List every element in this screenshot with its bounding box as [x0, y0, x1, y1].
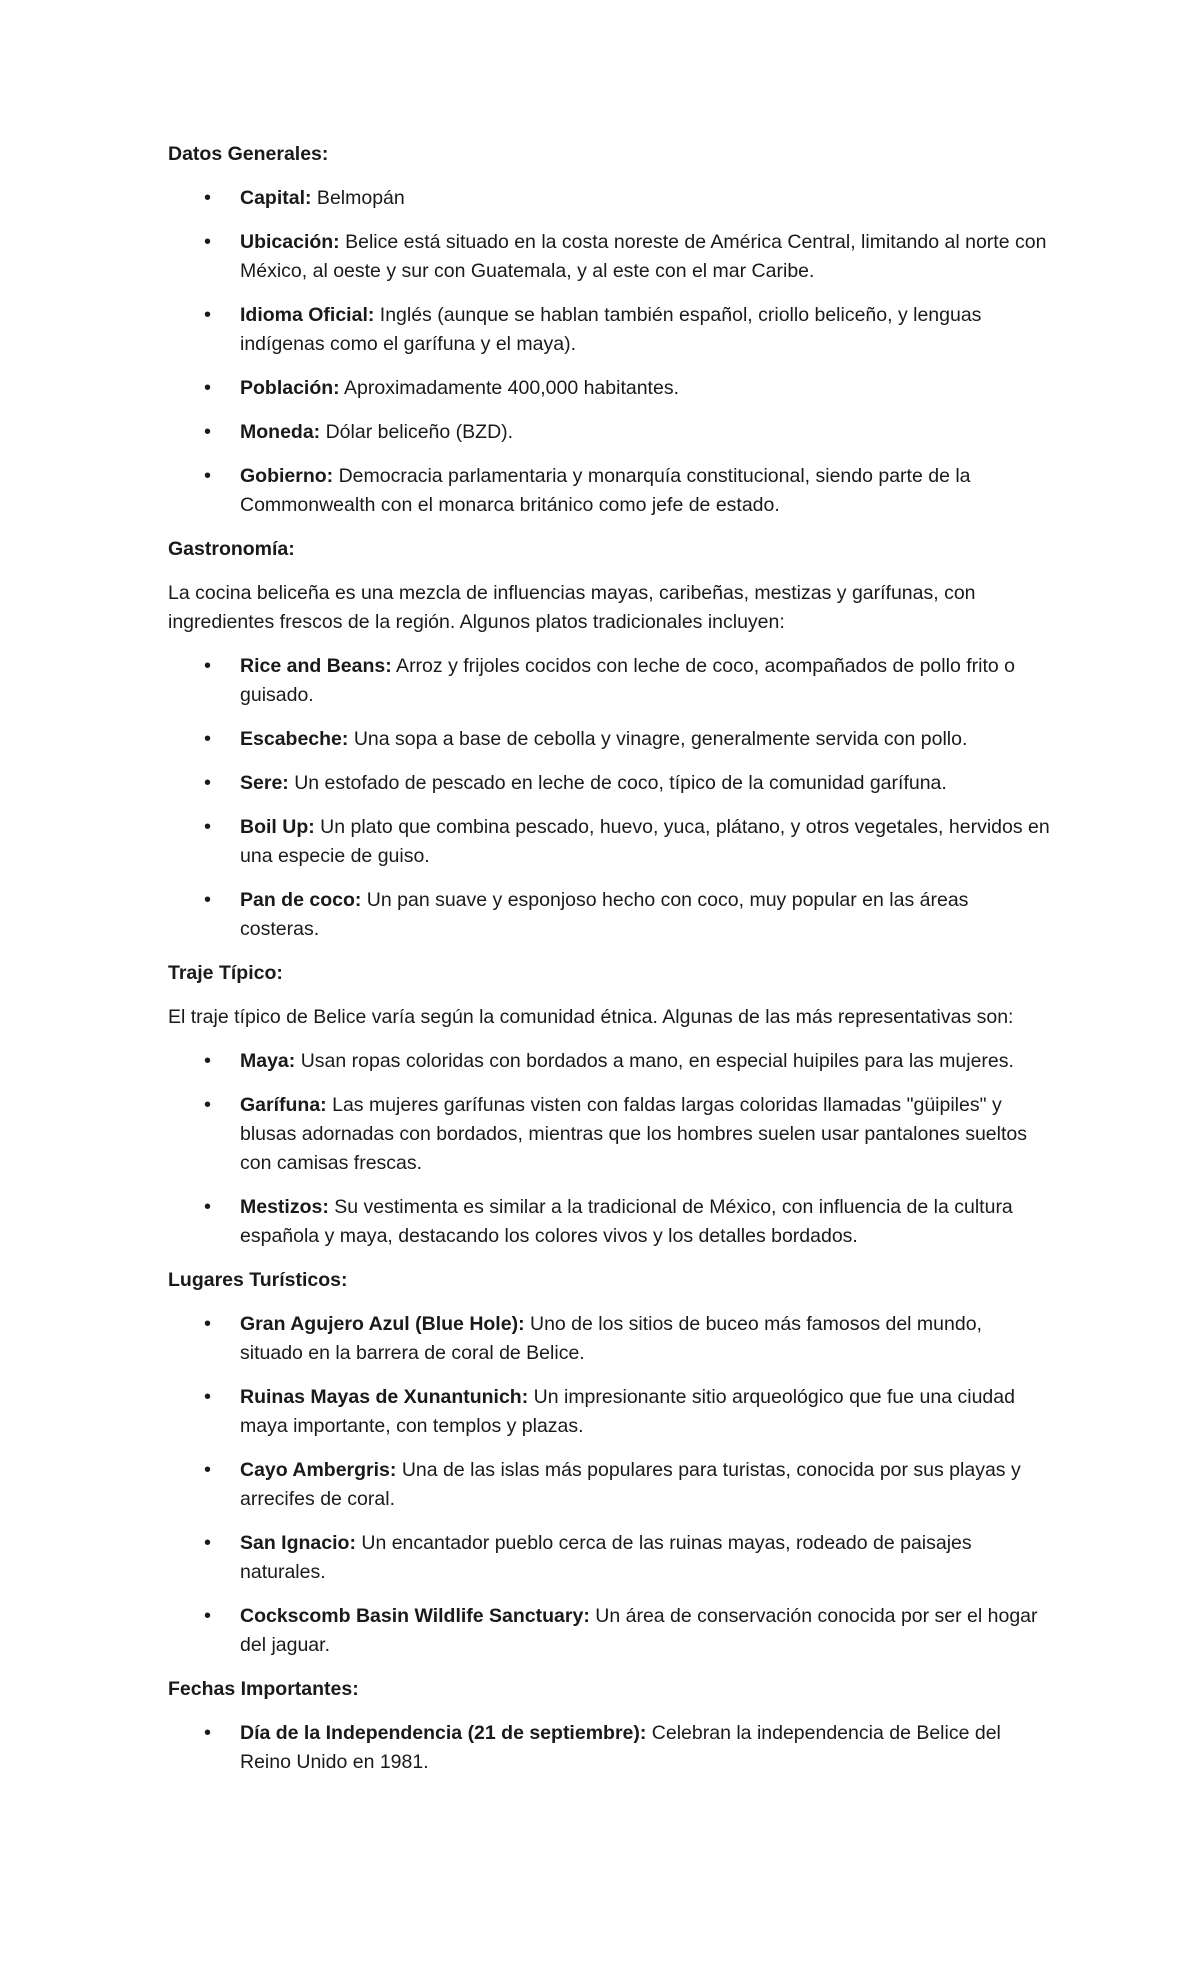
item-text: Un pan suave y esponjoso hecho con coco, muy popular en las áreas costeras. — [240, 889, 969, 940]
section-gastronomia — [168, 535, 1050, 944]
item-text: Su vestimenta es similar a la tradicional de México, con influencia de la cultura española y maya, destacando los colores vivos y los detalles bordados. — [240, 1196, 1013, 1247]
item-text: Inglés (aunque se hablan también español, criollo beliceño, y lenguas indígenas como el garífuna y el maya). — [240, 304, 982, 355]
list-item — [168, 652, 1050, 710]
item-term: Mestizos: — [240, 1196, 329, 1218]
bullet-icon: • — [204, 377, 212, 399]
item-text: Uno de los sitios de buceo más famosos del mundo, situado en la barrera de coral de Belice. — [240, 1313, 982, 1364]
section-heading: Fechas Importantes: — [168, 1678, 359, 1700]
list-item — [168, 1529, 1050, 1587]
bullet-icon: • — [204, 1532, 212, 1554]
item-term: Garífuna: — [240, 1094, 327, 1116]
section-heading: Datos Generales: — [168, 143, 329, 165]
section-intro: La cocina beliceña es una mezcla de influencias mayas, caribeñas, mestizas y garífunas, con ingredientes frescos de la región. Algunos platos tradicionales incluyen: — [168, 582, 976, 633]
bullet-icon: • — [204, 421, 212, 443]
list-item — [168, 1719, 1050, 1777]
item-term: Moneda: — [240, 421, 321, 443]
bullet-icon: • — [204, 728, 212, 750]
item-term: Rice and Beans: — [240, 655, 392, 677]
item-text: Belice está situado en la costa noreste de América Central, limitando al norte con México, al oeste y sur con Guatemala, y al este con el mar Caribe. — [240, 231, 1047, 282]
item-text: Un área de conservación conocida por ser el hogar del jaguar. — [240, 1605, 1038, 1656]
list-item — [168, 769, 1050, 798]
list-item — [168, 1310, 1050, 1368]
item-text: Aproximadamente 400,000 habitantes. — [339, 377, 679, 399]
list-item — [168, 813, 1050, 871]
item-text: Una sopa a base de cebolla y vinagre, generalmente servida con pollo. — [348, 728, 968, 750]
item-term: Capital: — [240, 187, 312, 209]
item-term: Pan de coco: — [240, 889, 362, 911]
bullet-list — [168, 652, 1050, 944]
list-item — [168, 228, 1050, 286]
section-datos-generales — [168, 140, 1050, 520]
bullet-list — [168, 1719, 1050, 1777]
list-item — [168, 1047, 1050, 1076]
bullet-icon: • — [204, 1196, 212, 1218]
item-term: Ruinas Mayas de Xunantunich: — [240, 1386, 529, 1408]
bullet-icon: • — [204, 187, 212, 209]
item-term: Cayo Ambergris: — [240, 1459, 397, 1481]
bullet-list — [168, 184, 1050, 520]
item-text: Arroz y frijoles cocidos con leche de coco, acompañados de pollo frito o guisado. — [240, 655, 1015, 706]
list-item — [168, 1602, 1050, 1660]
section-fechas-importantes — [168, 1675, 1050, 1777]
item-text: Un impresionante sitio arqueológico que fue una ciudad maya importante, con templos y plazas. — [240, 1386, 1015, 1437]
item-term: Sere: — [240, 772, 289, 794]
list-item — [168, 1193, 1050, 1251]
bullet-icon: • — [204, 231, 212, 253]
bullet-list — [168, 1310, 1050, 1660]
list-item — [168, 184, 1050, 213]
item-term: Gobierno: — [240, 465, 334, 487]
item-term: Población: — [240, 377, 340, 399]
bullet-icon: • — [204, 772, 212, 794]
item-term: Idioma Oficial: — [240, 304, 375, 326]
item-text: Las mujeres garífunas visten con faldas largas coloridas llamadas "güipiles" y blusas adornadas con bordados, mientras que los hombres suelen usar pantalones sueltos con camisas frescas. — [240, 1094, 1027, 1174]
item-text: Usan ropas coloridas con bordados a mano, en especial huipiles para las mujeres. — [295, 1050, 1014, 1072]
item-term: San Ignacio: — [240, 1532, 356, 1554]
bullet-icon: • — [204, 1459, 212, 1481]
bullet-icon: • — [204, 1313, 212, 1335]
list-item — [168, 418, 1050, 447]
bullet-icon: • — [204, 304, 212, 326]
item-text: Un encantador pueblo cerca de las ruinas mayas, rodeado de paisajes naturales. — [240, 1532, 972, 1583]
section-heading: Traje Típico: — [168, 962, 283, 984]
bullet-icon: • — [204, 816, 212, 838]
bullet-icon: • — [204, 1722, 212, 1744]
bullet-icon: • — [204, 1050, 212, 1072]
section-traje-tipico — [168, 959, 1050, 1251]
section-intro: El traje típico de Belice varía según la comunidad étnica. Algunas de las más representativas son: — [168, 1006, 1014, 1028]
item-term: Boil Up: — [240, 816, 315, 838]
list-item — [168, 1383, 1050, 1441]
bullet-icon: • — [204, 1605, 212, 1627]
bullet-icon: • — [204, 465, 212, 487]
bullet-icon: • — [204, 655, 212, 677]
bullet-icon: • — [204, 889, 212, 911]
bullet-icon: • — [204, 1386, 212, 1408]
item-term: Cockscomb Basin Wildlife Sanctuary: — [240, 1605, 590, 1627]
item-term: Gran Agujero Azul (Blue Hole): — [240, 1313, 525, 1335]
list-item — [168, 1091, 1050, 1178]
list-item — [168, 374, 1050, 403]
section-heading: Gastronomía: — [168, 538, 295, 560]
list-item — [168, 725, 1050, 754]
item-text: Dólar beliceño (BZD). — [320, 421, 514, 443]
item-term: Ubicación: — [240, 231, 340, 253]
item-term: Día de la Independencia (21 de septiembre): — [240, 1722, 647, 1744]
list-item — [168, 301, 1050, 359]
list-item — [168, 886, 1050, 944]
item-text: Un estofado de pescado en leche de coco, típico de la comunidad garífuna. — [288, 772, 947, 794]
item-text: Un plato que combina pescado, huevo, yuca, plátano, y otros vegetales, hervidos en una especie de guiso. — [240, 816, 1050, 867]
list-item — [168, 462, 1050, 520]
bullet-icon: • — [204, 1094, 212, 1116]
section-heading: Lugares Turísticos: — [168, 1269, 348, 1291]
item-text: Una de las islas más populares para turistas, conocida por sus playas y arrecifes de coral. — [240, 1459, 1021, 1510]
item-text: Belmopán — [311, 187, 405, 209]
item-term: Escabeche: — [240, 728, 349, 750]
item-text: Celebran la independencia de Belice del Reino Unido en 1981. — [240, 1722, 1001, 1773]
bullet-list — [168, 1047, 1050, 1251]
section-lugares-turisticos — [168, 1266, 1050, 1660]
list-item — [168, 1456, 1050, 1514]
item-text: Democracia parlamentaria y monarquía constitucional, siendo parte de la Commonwealth con el monarca británico como jefe de estado. — [240, 465, 971, 516]
item-term: Maya: — [240, 1050, 296, 1072]
